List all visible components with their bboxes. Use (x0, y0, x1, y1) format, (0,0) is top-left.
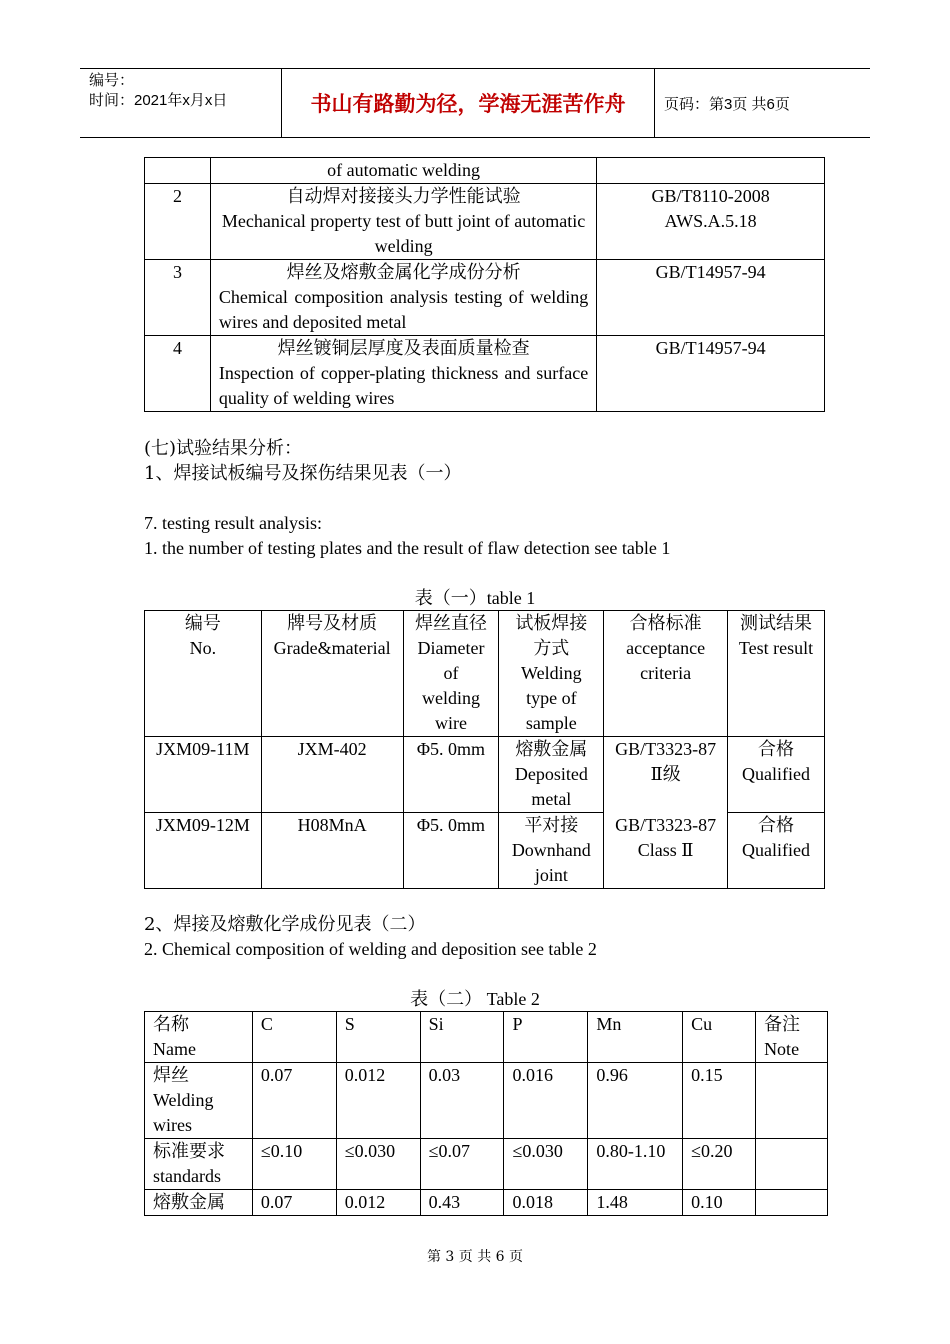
item-std (597, 158, 825, 184)
grade: H08MnA (261, 813, 403, 889)
cell-mn: 0.96 (588, 1063, 683, 1139)
item-cn: 焊丝镀铜层厚度及表面质量检查 (277, 338, 530, 359)
col-header: 合格标准 acceptance criteria (604, 611, 728, 737)
section7-item1-en: 1. the number of testing plates and the result of flaw detection see table 1 (144, 538, 671, 558)
col-header: 牌号及材质 Grade&material (261, 611, 403, 737)
grade: JXM-402 (261, 737, 403, 813)
item-no (145, 158, 211, 184)
table1-caption: 表（一）table 1 (414, 588, 536, 608)
table-row (145, 813, 825, 889)
item-en: Inspection of copper-plating thickness and surface quality of welding wires (218, 363, 589, 408)
cell-mn: 1.48 (588, 1190, 683, 1216)
cell-p: 0.018 (504, 1190, 588, 1216)
item-en: Mechanical property test of butt joint of automatic welding (221, 211, 586, 256)
table-row (145, 1063, 828, 1139)
table-row (145, 336, 825, 412)
col-header: 编号 No. (145, 611, 262, 737)
table-row (145, 158, 825, 184)
col-header: Si (420, 1012, 504, 1063)
col-header: Mn (588, 1012, 683, 1063)
cell-si: 0.43 (420, 1190, 504, 1216)
col-header: 焊丝直径 Diameter of welding wire (403, 611, 499, 737)
cell-s: 0.012 (336, 1190, 420, 1216)
item-no: 2 (145, 184, 211, 260)
cell-p: ≤0.030 (504, 1139, 588, 1190)
section2-title-en: 2. Chemical composition of welding and deposition see table 2 (144, 939, 597, 959)
item-desc (210, 184, 596, 260)
sample-no: JXM09-11M (145, 737, 262, 813)
doc-time-label: 时间：2021年x月x日 (89, 92, 228, 109)
table-header-row (145, 1012, 828, 1063)
cell-c: 0.07 (252, 1190, 336, 1216)
cell-cu: 0.10 (683, 1190, 756, 1216)
cell-note (756, 1190, 828, 1216)
col-header: S (336, 1012, 420, 1063)
item-std: GB/T14957-94 (597, 336, 825, 412)
item-cn: 焊丝及熔敷金属化学成份分析 (286, 262, 521, 283)
criteria: GB/T3323-87 Ⅱ级 (604, 737, 728, 813)
col-header: 试板焊接 方式 Welding type of sample (499, 611, 604, 737)
sample-no: JXM09-12M (145, 813, 262, 889)
section7-title-cn: (七)试验结果分析： (144, 438, 303, 459)
table2 (144, 1011, 828, 1216)
result: 合格 Qualified (728, 813, 825, 889)
cell-si: 0.03 (420, 1063, 504, 1139)
item-std: GB/T14957-94 (597, 260, 825, 336)
table-row (145, 1190, 828, 1216)
item-no: 4 (145, 336, 211, 412)
table1 (144, 610, 825, 889)
item-desc (210, 336, 596, 412)
cell-note (756, 1063, 828, 1139)
page-footer: 第 3 页 共 6 页 (426, 1249, 524, 1265)
section7-title-en: 7. testing result analysis: (144, 513, 322, 533)
item-desc (210, 260, 596, 336)
row-name: 焊丝 Welding wires (145, 1063, 253, 1139)
header-page-info: 页码：第3页 共6页 (664, 95, 790, 113)
row-name: 熔敷金属 (145, 1190, 253, 1216)
weld-type: 熔敷金属 Deposited metal (499, 737, 604, 813)
cell-c: ≤0.10 (252, 1139, 336, 1190)
header-meta (80, 69, 282, 137)
cell-cu: 0.15 (683, 1063, 756, 1139)
section2-title-cn: 2、焊接及熔敷化学成份见表（二） (144, 914, 426, 935)
item-no: 3 (145, 260, 211, 336)
cell-note (756, 1139, 828, 1190)
col-header: C (252, 1012, 336, 1063)
page-header (80, 68, 870, 138)
col-header: P (504, 1012, 588, 1063)
cell-p: 0.016 (504, 1063, 588, 1139)
col-header: 测试结果 Test result (728, 611, 825, 737)
diameter: Φ5. 0mm (403, 737, 499, 813)
doc-number-label: 编号： (89, 72, 135, 89)
cell-s: 0.012 (336, 1063, 420, 1139)
col-header: Cu (683, 1012, 756, 1063)
cell-c: 0.07 (252, 1063, 336, 1139)
test-items-table (144, 157, 825, 412)
row-name: 标准要求 standards (145, 1139, 253, 1190)
item-en: of automatic welding (327, 160, 481, 180)
table-row (145, 737, 825, 813)
item-en: Chemical composition analysis testing of welding wires and deposited metal (218, 287, 589, 332)
table-row (145, 1139, 828, 1190)
criteria: GB/T3323-87 Class Ⅱ (604, 813, 728, 889)
cell-mn: 0.80-1.10 (588, 1139, 683, 1190)
item-desc (210, 158, 596, 184)
col-header: 名称 Name (145, 1012, 253, 1063)
header-motto: 书山有路勤为径，学海无涯苦作舟 (282, 69, 655, 137)
table-row (145, 184, 825, 260)
result: 合格 Qualified (728, 737, 825, 813)
col-header: 备注 Note (756, 1012, 828, 1063)
cell-si: ≤0.07 (420, 1139, 504, 1190)
item-cn: 自动焊对接接头力学性能试验 (286, 186, 521, 207)
table-row (145, 260, 825, 336)
weld-type: 平对接 Downhand joint (499, 813, 604, 889)
table2-caption: 表（二） Table 2 (410, 989, 540, 1009)
section7-item1-cn: 1、焊接试板编号及探伤结果见表（一） (144, 463, 462, 484)
diameter: Φ5. 0mm (403, 813, 499, 889)
cell-cu: ≤0.20 (683, 1139, 756, 1190)
item-std: GB/T8110-2008 AWS.A.5.18 (597, 184, 825, 260)
table-header-row (145, 611, 825, 737)
cell-s: ≤0.030 (336, 1139, 420, 1190)
